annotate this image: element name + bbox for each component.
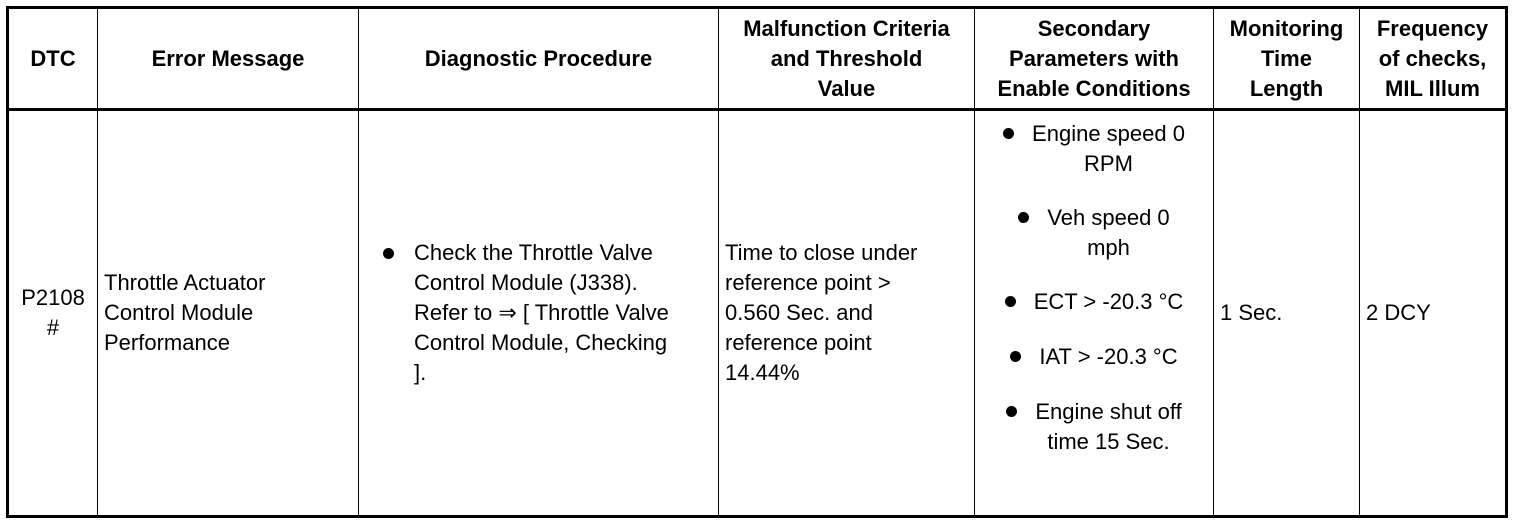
dtc-code: P2108 bbox=[21, 285, 85, 310]
cell-frequency-checks bbox=[1360, 111, 1505, 515]
header-diagnostic-procedure-label: Diagnostic Procedure bbox=[424, 45, 653, 71]
procedure-line: ]. bbox=[414, 360, 427, 385]
secondary-item bbox=[976, 287, 1212, 317]
header-malfunction-criteria bbox=[719, 9, 974, 108]
header-line: Secondary bbox=[1037, 15, 1151, 41]
header-line: Parameters with bbox=[1009, 45, 1179, 71]
cell-monitoring-time bbox=[1214, 111, 1359, 515]
header-error-message bbox=[98, 9, 358, 108]
bullet-icon bbox=[1018, 212, 1029, 223]
bullet-icon bbox=[1010, 351, 1021, 362]
secondary-item bbox=[976, 203, 1212, 263]
bullet-icon bbox=[1006, 406, 1017, 417]
cell-error-message bbox=[98, 111, 358, 515]
header-line: Frequency bbox=[1376, 15, 1489, 41]
bullet-icon bbox=[1005, 296, 1016, 307]
secondary-line: RPM bbox=[1084, 151, 1133, 176]
criteria-line: 14.44% bbox=[725, 360, 800, 385]
header-line: MIL Illum bbox=[1385, 75, 1480, 101]
header-line: Enable Conditions bbox=[997, 75, 1191, 101]
secondary-item bbox=[976, 119, 1212, 179]
criteria-line: 0.560 Sec. and bbox=[725, 300, 874, 325]
error-line: Throttle Actuator bbox=[104, 270, 266, 295]
cell-secondary-parameters bbox=[976, 111, 1212, 515]
error-line: Control Module bbox=[104, 300, 254, 325]
secondary-line: ECT > -20.3 °C bbox=[1033, 289, 1184, 314]
header-error-message-label: Error Message bbox=[151, 45, 305, 71]
header-monitoring-time bbox=[1214, 9, 1359, 108]
monitoring-time-value: 1 Sec. bbox=[1220, 300, 1283, 325]
secondary-line: IAT > -20.3 °C bbox=[1039, 344, 1178, 369]
procedure-line: Control Module (J338). bbox=[414, 270, 638, 295]
secondary-line: Veh speed 0 bbox=[1047, 205, 1170, 230]
bullet-icon bbox=[1003, 128, 1014, 139]
secondary-item bbox=[976, 397, 1212, 457]
header-line: and Threshold bbox=[770, 45, 923, 71]
header-diagnostic-procedure bbox=[359, 9, 718, 108]
secondary-line: Engine speed 0 bbox=[1032, 121, 1185, 146]
procedure-line: Refer to ⇒ [ Throttle Valve bbox=[414, 300, 669, 325]
header-secondary-parameters bbox=[975, 9, 1213, 108]
secondary-item bbox=[976, 342, 1212, 372]
procedure-bullet bbox=[383, 238, 718, 388]
cell-diagnostic-procedure bbox=[359, 111, 718, 515]
criteria-line: reference point bbox=[725, 330, 872, 355]
secondary-line: mph bbox=[1087, 235, 1130, 260]
secondary-line: time 15 Sec. bbox=[1047, 429, 1170, 454]
bullet-icon bbox=[383, 248, 394, 259]
criteria-line: reference point > bbox=[725, 270, 891, 295]
header-line: Monitoring bbox=[1229, 15, 1344, 41]
header-line: Time bbox=[1261, 45, 1312, 71]
procedure-line: Check the Throttle Valve bbox=[414, 240, 653, 265]
frequency-value: 2 DCY bbox=[1366, 300, 1431, 325]
header-line: Length bbox=[1249, 75, 1324, 101]
dtc-marker: # bbox=[46, 315, 60, 340]
procedure-line: Control Module, Checking bbox=[414, 330, 668, 355]
header-dtc-label: DTC bbox=[30, 45, 76, 71]
header-frequency-checks bbox=[1360, 9, 1505, 108]
cell-dtc bbox=[9, 111, 97, 515]
cell-malfunction-criteria bbox=[719, 111, 974, 515]
secondary-line: Engine shut off bbox=[1035, 399, 1182, 424]
header-line: of checks, bbox=[1378, 45, 1487, 71]
criteria-line: Time to close under bbox=[725, 240, 918, 265]
header-line: Value bbox=[817, 75, 876, 101]
header-dtc bbox=[9, 9, 97, 108]
error-line: Performance bbox=[104, 330, 230, 355]
header-line: Malfunction Criteria bbox=[743, 15, 950, 41]
